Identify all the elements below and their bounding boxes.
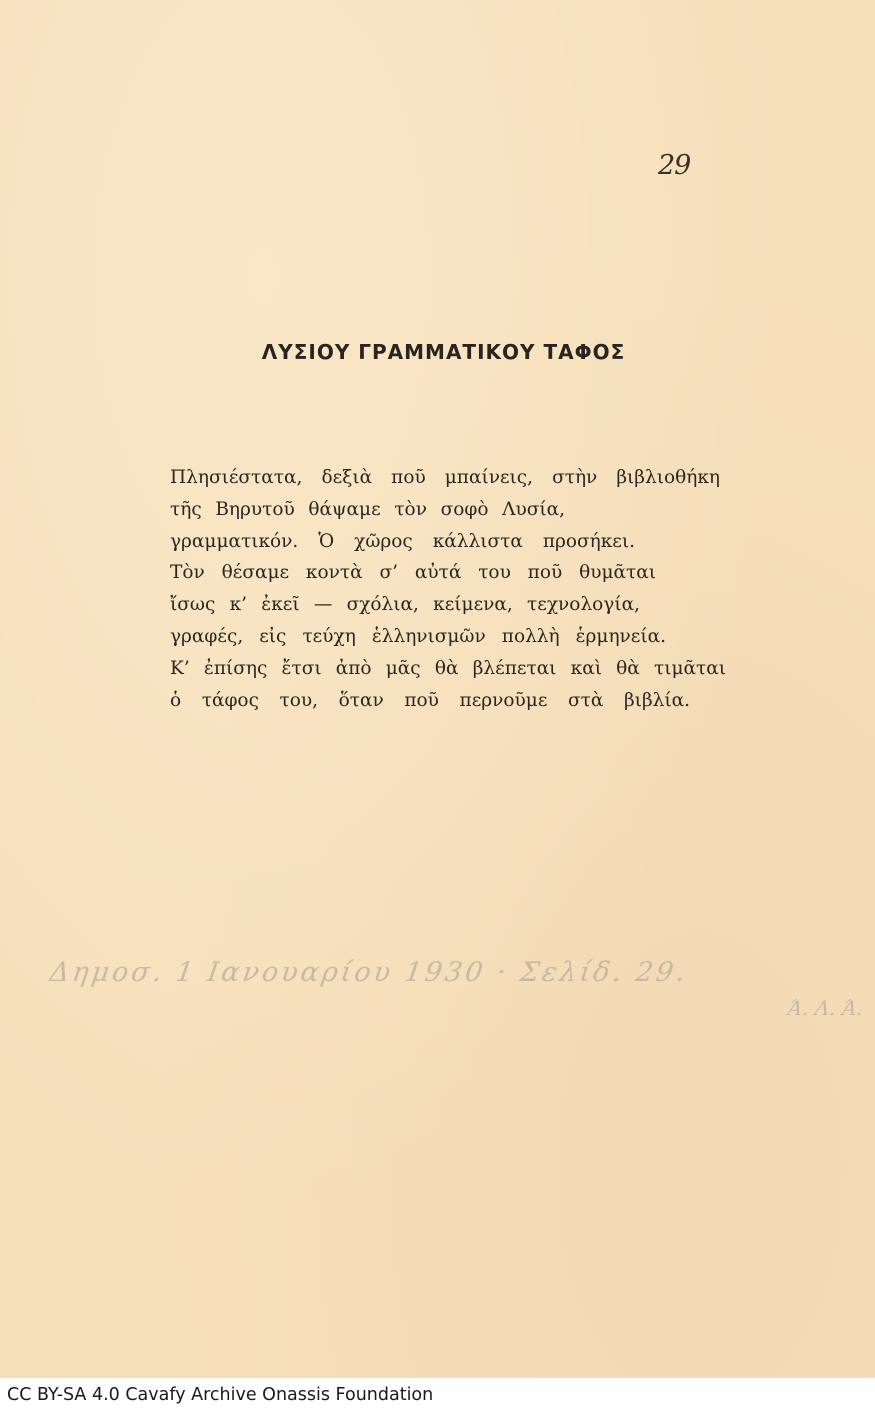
poem-line: Κ’ ἐπίσης ἔτσι ἀπὸ μᾶς θὰ βλέπεται καὶ θὰ τιμᾶται (170, 657, 726, 679)
handwritten-pencil-note-2: Ά. Λ. Ά. (786, 996, 865, 1020)
page-number: 29 (658, 150, 691, 181)
poem-line: ἴσως κ’ ἐκεῖ — σχόλια, κείμενα, τεχνολογία, (170, 594, 640, 616)
poem-line: Πλησιέστατα, δεξιὰ ποῦ μπαίνεις, στὴν βιβλιοθήκη (170, 467, 720, 488)
poem-line: τῆς Βηρυτοῦ θάψαμε τὸν σοφὸ Λυσία, (170, 498, 565, 520)
handwritten-pencil-note: Δημοσ. 1 Ιανουαρίου 1930 · Σελίδ. 29. (47, 957, 691, 988)
poem-line: ὁ τάφος του, ὅταν ποῦ περνοῦμε στὰ βιβλία. (170, 689, 690, 711)
poem-body (170, 462, 770, 716)
poem-line: γραμματικόν. Ὁ χῶρος κάλλιστα προσήκει. (170, 530, 635, 552)
poem-line: Τὸν θέσαμε κοντὰ σ’ αὐτά του ποῦ θυμᾶται (170, 562, 656, 584)
license-credit: CC BY-SA 4.0 Cavafy Archive Onassis Foundation (7, 1385, 434, 1405)
poem-line: γραφές, εἰς τεύχη ἑλληνισμῶν πολλὴ ἑρμηνεία. (170, 625, 666, 647)
poem-title: ΛΥΣΙΟΥ ΓΡΑΜΜΑΤΙΚΟΥ ΤΑΦΟΣ (261, 340, 626, 364)
